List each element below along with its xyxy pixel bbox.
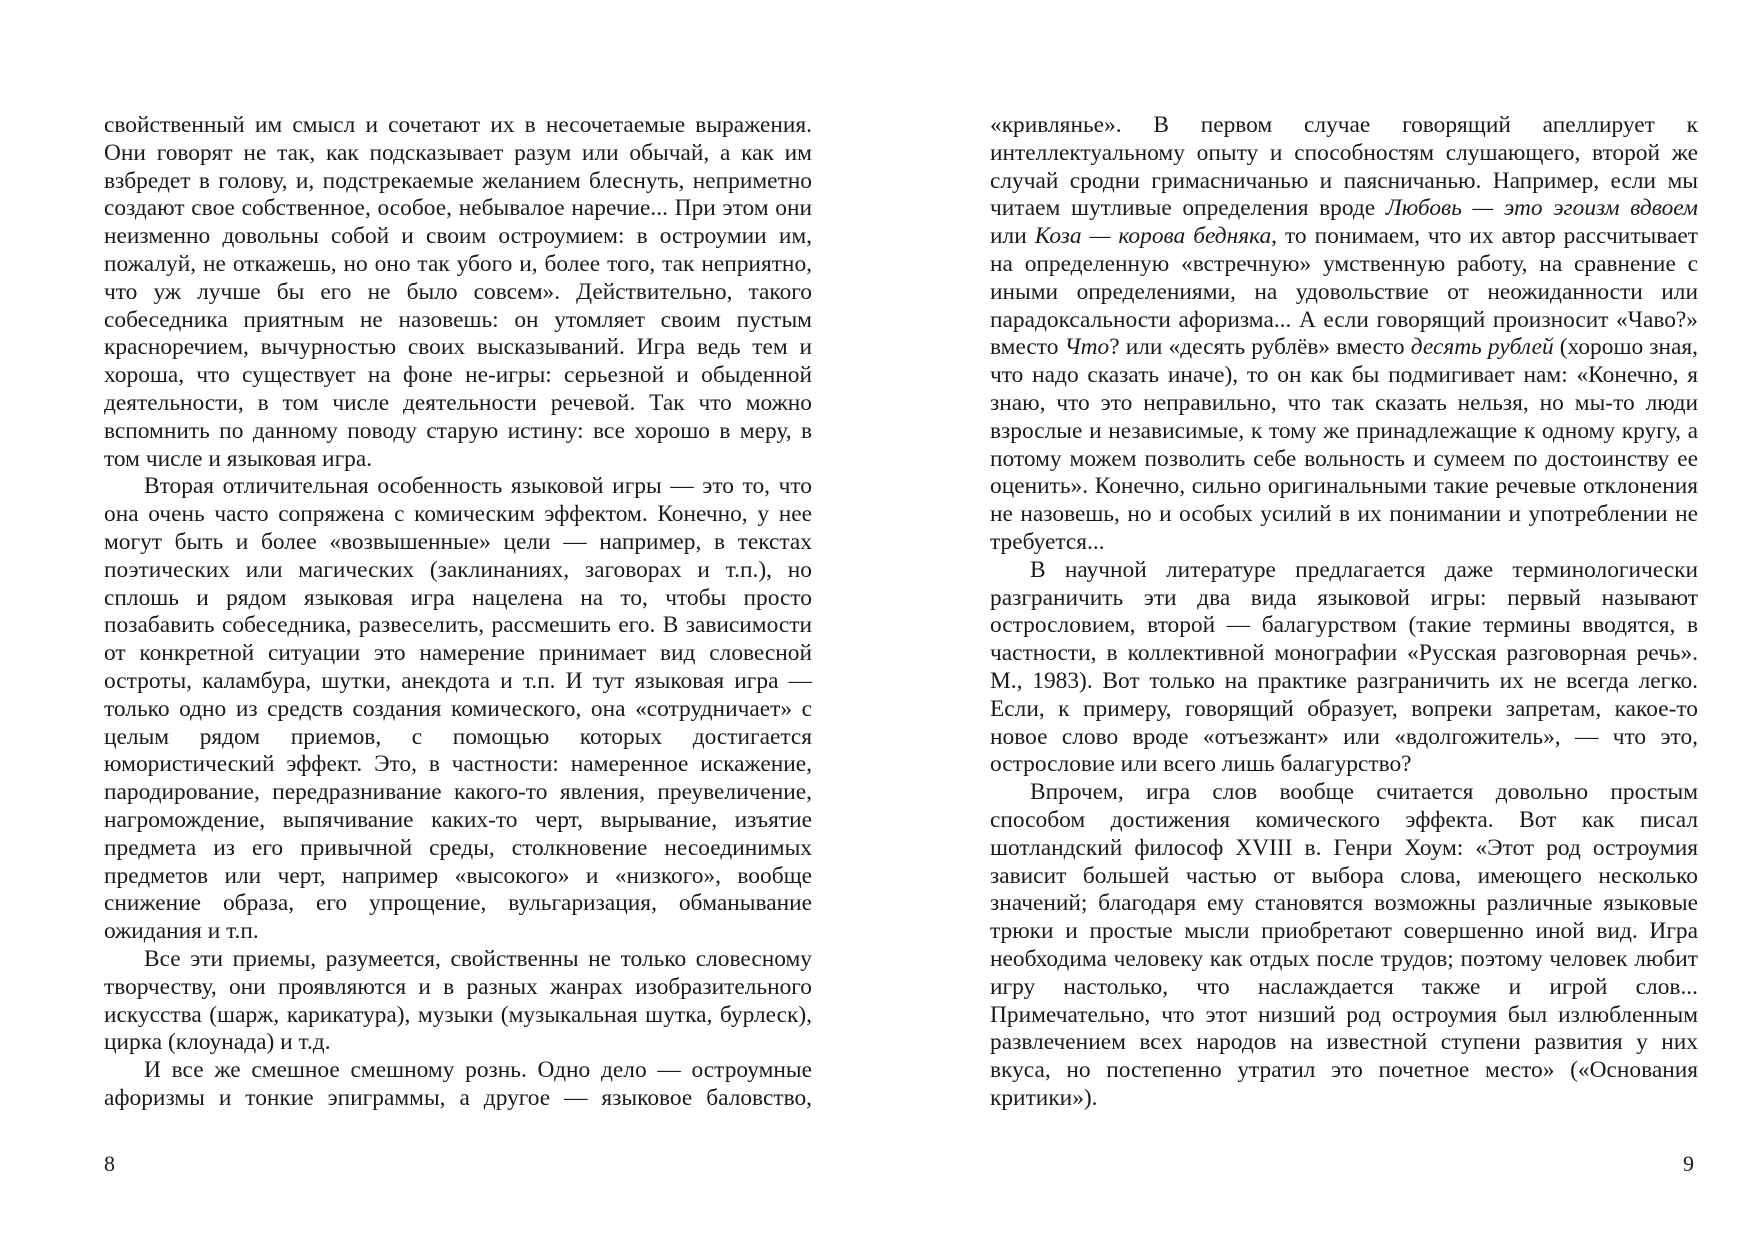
text-run: «кривлянье». В первом случае говорящий апеллирует к интеллектуальному опыту и способностям слушающего, второй же случай сродни гримасничанью и паясничанью. Например, если мы читаем шутливые определения вроде (990, 112, 1698, 222)
text-run: (хорошо зная, что надо сказать иначе), то он как бы подмигивает нам: «Конечно, я знаю, что это неправильно, что так сказать нельзя, но мы-то люди взрослые и независимые, к тому же принадлежащие к одному кругу, а потому можем позволить себе вольность и сумеем по достоинству ее оценить». Конечно, сильно оригинальными такие речевые отклонения не назовешь, но и особых усилий в их понимании и употреблении не требуется... (990, 334, 1699, 555)
right-paragraph-2: В научной литературе предлагается даже терминологически разграничить эти два вида языковой игры: первый называют острословием, второй — балагурством (такие термины вводятся, в частности, в коллективной монографии «Русская разговорная речь». М., 1983). Вот только на практике разграничить их не всегда легко. Если, к примеру, говорящий образует, вопреки запретам, какое-то новое слово вроде «отъезжант» или «вдолгожитель», — что это, острословие или всего лишь балагурство? (990, 556, 1698, 778)
right-paragraph-3: Впрочем, игра слов вообще считается довольно простым способом достижения комического эффекта. Вот как писал шотландский философ XVIII в. Генри Хоум: «Этот род остроумия зависит большей частью от выбора слова, имеющего несколько значений; благодаря ему становятся возможны различные языковые трюки и простые мысли приобретают совершенно иной вид. Игра необходима человеку как отдых после трудов; поэтому человек любит игру настолько, что наслаждается также и игрой слов... Примечательно, что этот низший род остроумия был излюбленным развлечением всех народов на известной ступени развития у них вкуса, но постепенно утратил это почетное место» («Основания критики»). (990, 779, 1698, 1111)
left-paragraph-3: Все эти приемы, разумеется, свойственны не только словесному творчеству, они проявляются и в разных жанрах изобразительного искусства (шарж, карикатура), музыки (музыкальная шутка, бурлеск), цирка (клоунада) и т.д. (104, 945, 812, 1056)
left-paragraph-2: Вторая отличительная особенность языковой игры — это то, что она очень часто сопряжена с комическим эффектом. Конечно, у нее могут быть и более «возвышенные» цели — например, в текстах поэтических или магических (заклинаниях, заговорах и т.п.), но сплошь и рядом языковая игра нацелена на то, чтобы просто позабавить собеседника, развеселить, рассмешить его. В зависимости от конкретной ситуации это намерение принимает вид словесной остроты, каламбура, шутки, анекдота и т.п. И тут языковая игра — только одно из средств создания комического, она «сотрудничает» с целым рядом приемов, с помощью которых достигается юмористический эффект. Это, в частности: намеренное искажение, пародирование, передразнивание какого-то явления, преувеличение, нагромождение, выпячивание каких-то черт, вырывание, изъятие предмета из его привычной среды, столкновение несоединимых предметов или черт, например «высокого» и «низкого», вообще снижение образа, его упрощение, вульгаризация, обманывание ожидания и т.п. (104, 473, 812, 945)
italic-example: Любовь — это эгоизм вдвоем (1385, 195, 1698, 222)
italic-example: Что (1064, 334, 1110, 361)
page-number-left: 8 (104, 1151, 115, 1176)
right-text-column (990, 112, 1698, 1113)
left-paragraph-1: свойственный им смысл и сочетают их в несочетаемые выражения. Они говорят не так, как подсказывает разум или обычай, а как им взбредет в голову, и, подстрекаемые желанием блеснуть, неприметно создают свое собственное, особое, небывалое наречие... При этом они неизменно довольны собой и своим остроумием: в остроумии им, пожалуй, не откажешь, но оно так убого и, более того, так неприятно, что уж лучше бы его не было совсем». Действительно, такого собеседника приятным не назовешь: он утомляет своим пустым красноречием, вычурностью своих высказываний. Игра ведь тем и хороша, что существует на фоне не-игры: серьезной и обыденной деятельности, в том числе деятельности речевой. Так что можно вспомнить по данному поводу старую истину: все хорошо в меру, в том числе и языковая игра. (104, 112, 812, 472)
text-run: , то понимаем, что их автор рассчитывает на определенную «встречную» умственную работу, на сравнение с иными определениями, на удовольствие от неожиданности или парадоксальности афоризма... А если говорящий произносит «Чаво?» вместо (990, 223, 1698, 361)
right-page (877, 0, 1754, 1240)
italic-example: десять рублей (1410, 334, 1554, 361)
left-paragraph-4: И все же смешное смешному рознь. Одно дело — остроумные афоризмы и тонкие эпиграммы, а другое — языковое баловство, (104, 1057, 812, 1111)
text-run: ? или «десять рублёв» вместо (1109, 334, 1411, 361)
right-paragraph-1 (990, 112, 1698, 557)
left-text-column (104, 112, 812, 1113)
text-run: или (990, 223, 1035, 250)
page-number-right: 9 (1683, 1151, 1694, 1176)
italic-example: Коза — корова бедняка (1034, 223, 1272, 250)
left-page (0, 0, 877, 1240)
